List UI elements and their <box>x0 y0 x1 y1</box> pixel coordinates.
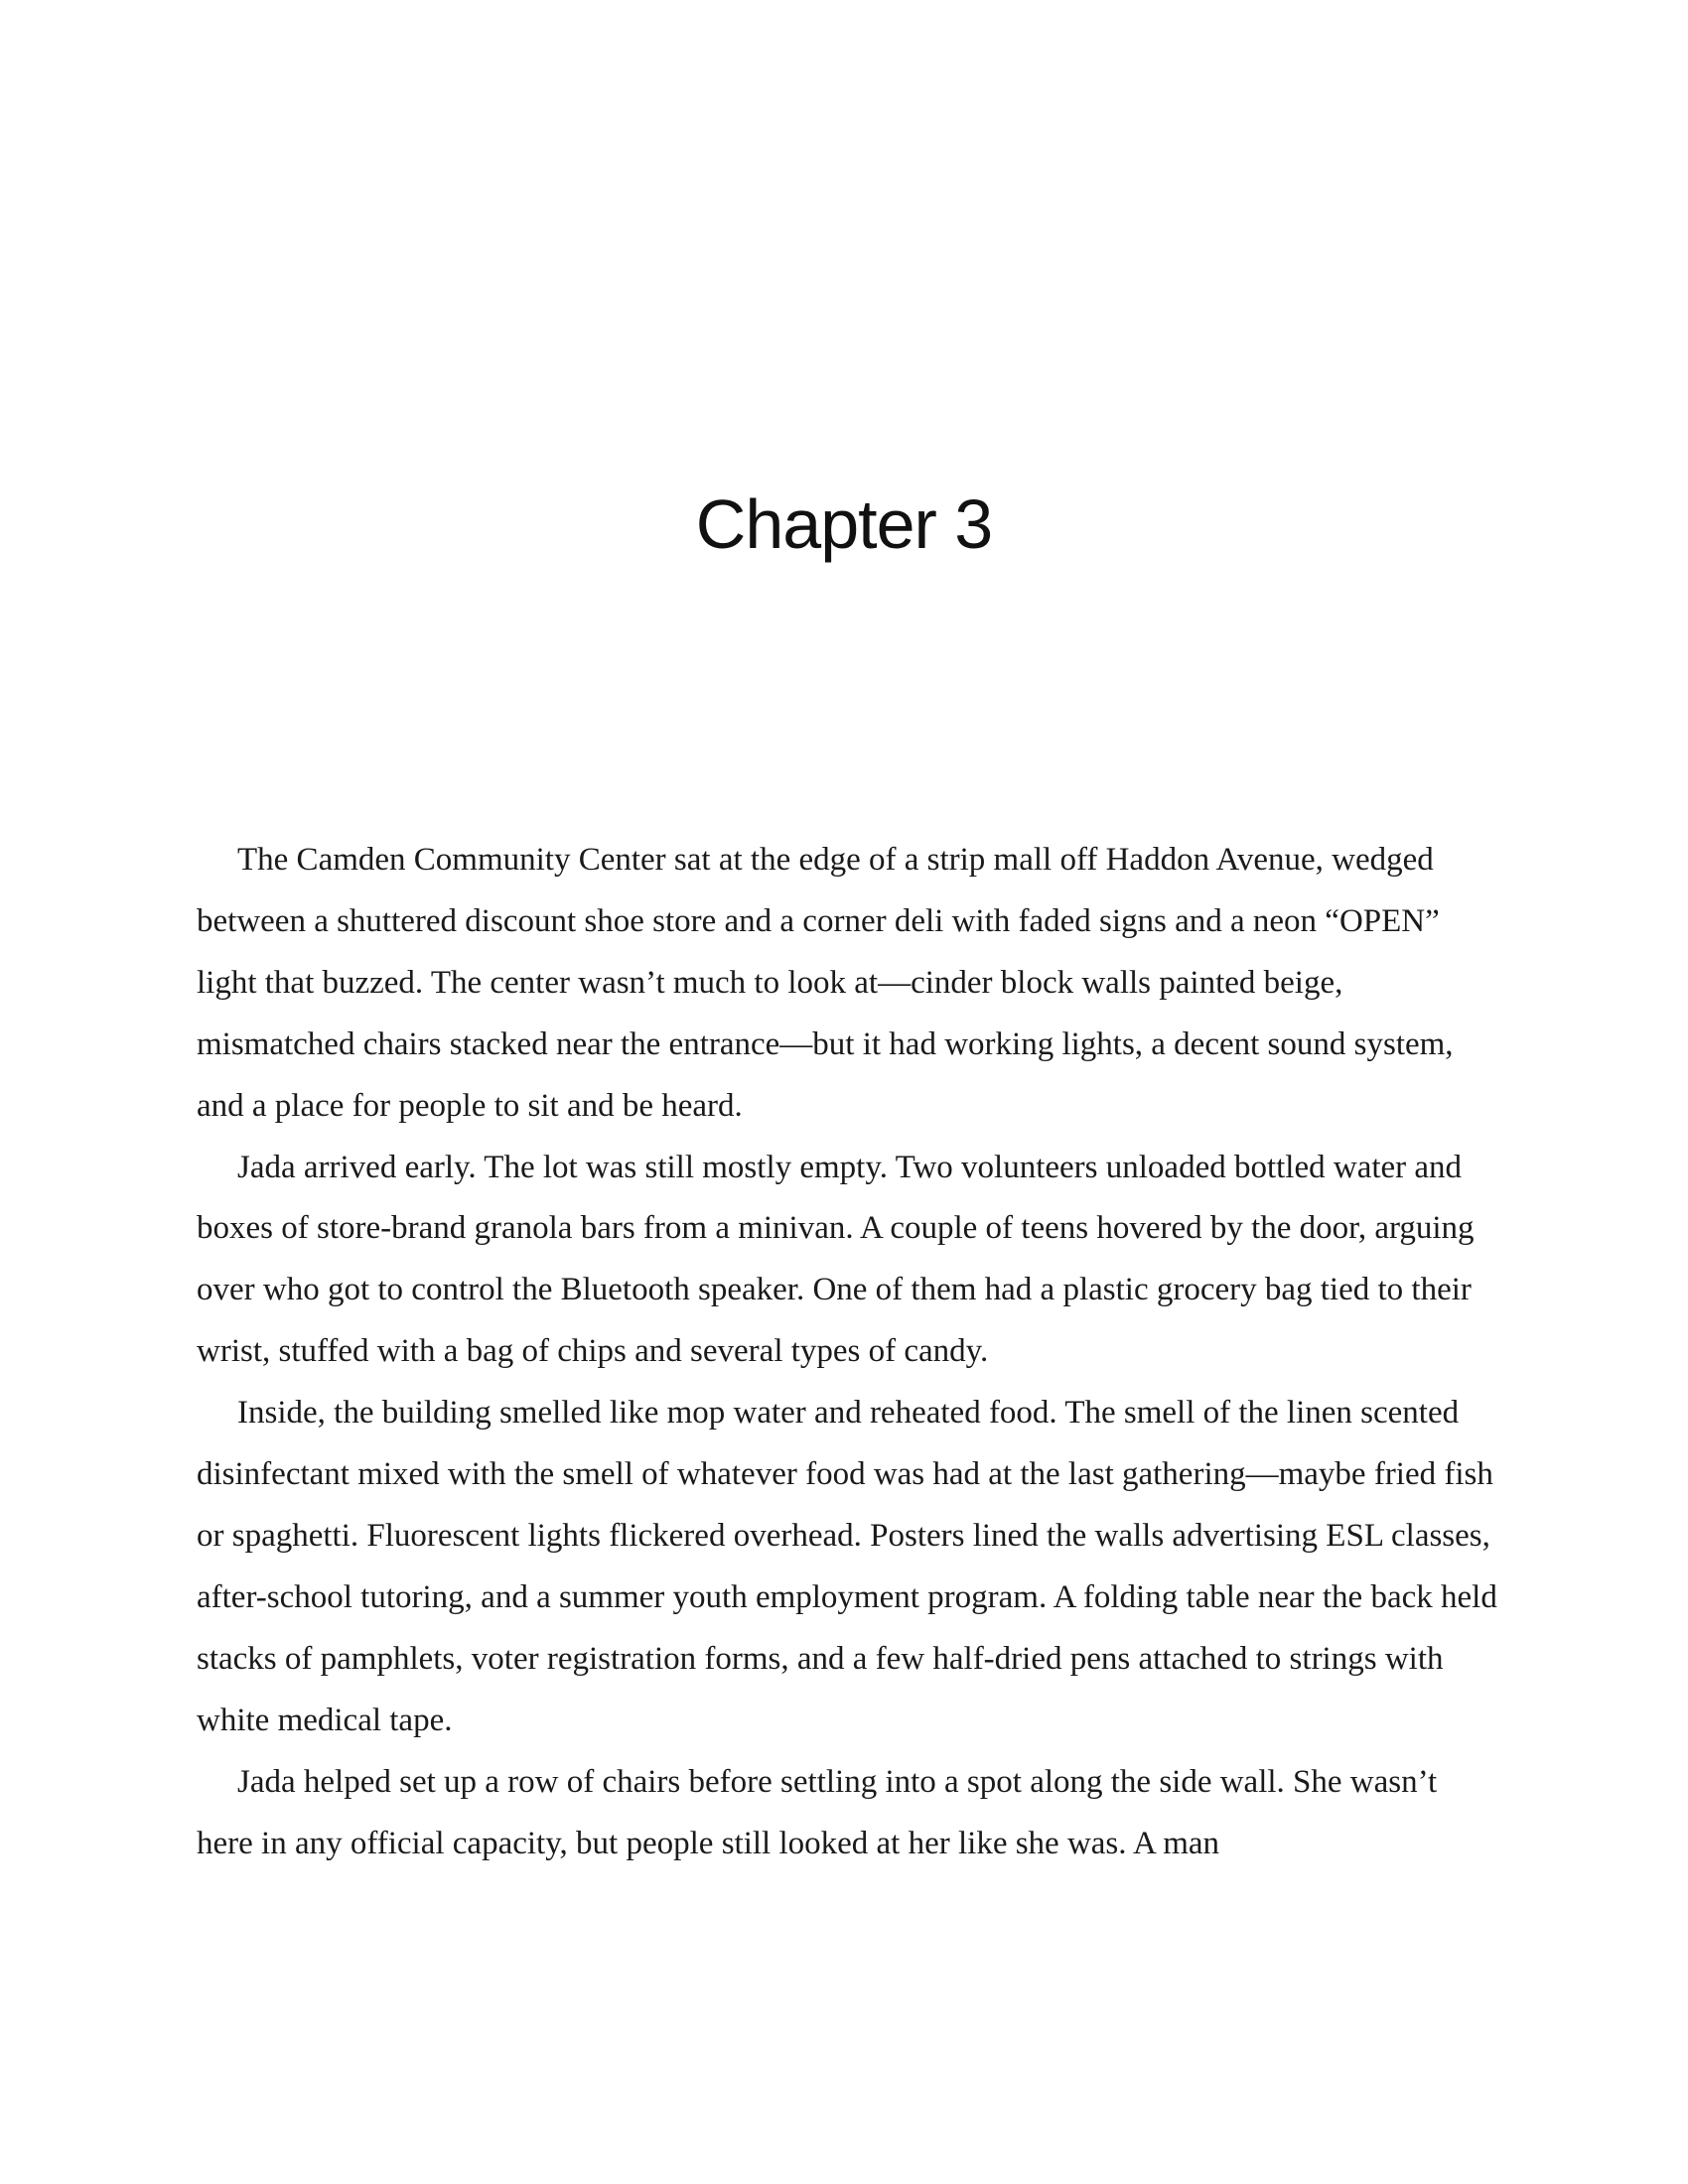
paragraph: Jada helped set up a row of chairs before settling into a spot along the side wall. She wasn’t here in any official capacity, but people still looked at her like she was. A man <box>197 1763 1438 1861</box>
chapter-body <box>197 830 1497 1874</box>
paragraph: Inside, the building smelled like mop water and reheated food. The smell of the linen scented disinfectant mixed with the smell of whatever food was had at the last gathering—maybe fried fish or spaghetti. Fluorescent lights flickered overhead. Posters lined the walls advertising ESL classes, after-school tutoring, and a summer youth employment program. A folding table near the back held stacks of pamphlets, voter registration forms, and a few half-dried pens attached to strings with white medical tape. <box>197 1395 1497 1738</box>
chapter-title: Chapter 3 <box>695 485 993 563</box>
paragraph: Jada arrived early. The lot was still mostly empty. Two volunteers unloaded bottled water and boxes of store-brand granola bars from a minivan. A couple of teens hovered by the door, arguing over who got to control the Bluetooth speaker. One of them had a plastic grocery bag tied to their wrist, stuffed with a bag of chips and several types of candy. <box>197 1149 1475 1370</box>
paragraph: The Camden Community Center sat at the edge of a strip mall off Haddon Avenue, wedged between a shuttered discount shoe store and a corner deli with faded signs and a neon “OPEN” light that buzzed. The center wasn’t much to look at—cinder block walls painted beige, mismatched chairs stacked near the entrance—but it had working lights, a decent sound system, and a place for people to sit and be heard. <box>197 842 1454 1124</box>
